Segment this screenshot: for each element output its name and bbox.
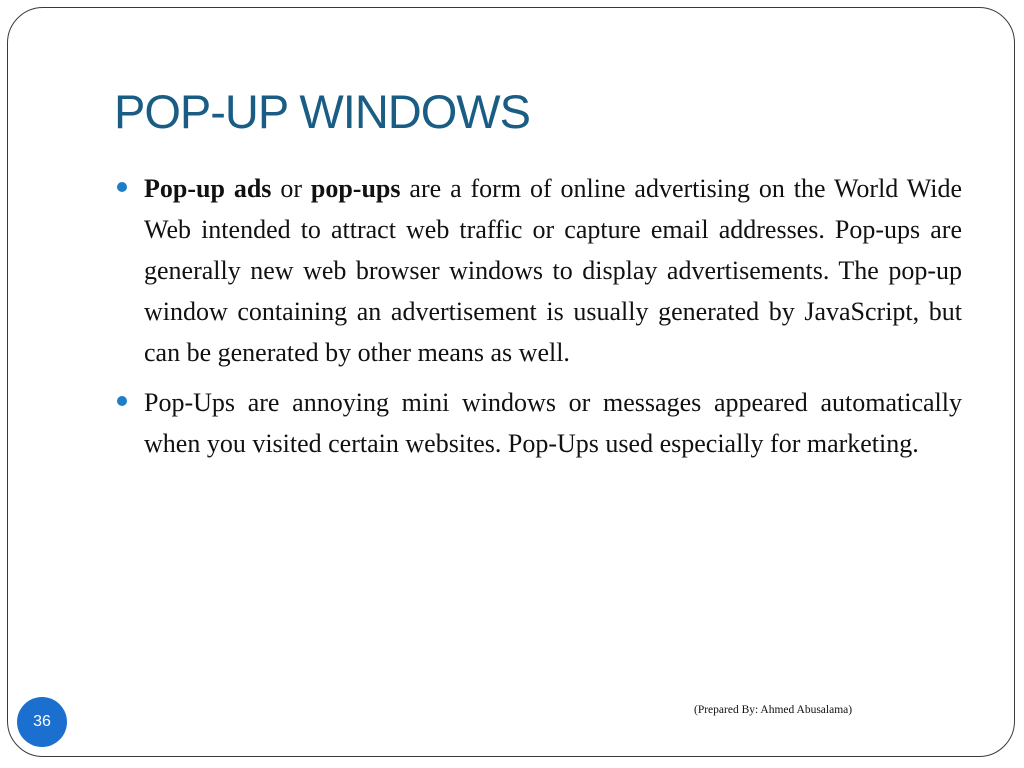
bullet-text: are a form of online advertising on the World Wide Web intended to attract web traffic or capture email addresses. Pop-ups are generally new web browser windows to display advertisements. The pop-up window containing an advertisement is usually generated by JavaScript, but can be generated by other means as well. — [144, 174, 962, 367]
bullet-list — [114, 168, 962, 473]
bullet-text: Pop-Ups are annoying mini windows or messages appeared automatically when you visited certain websites. Pop-Ups used especially for marketing. — [144, 388, 962, 458]
bullet-dot-icon — [117, 182, 127, 192]
bullet-term-popups: pop-ups — [310, 174, 401, 203]
bullet-joiner: or — [271, 174, 311, 203]
slide-title: POP-UP WINDOWS — [114, 85, 530, 138]
footer-credit: (Prepared By: Ahmed Abusalama) — [694, 704, 853, 716]
bullet-dot-icon — [117, 396, 127, 406]
bullet-term-popup-ads: Pop-up ads — [144, 174, 272, 203]
bullet-item — [114, 382, 962, 464]
page-number-badge: 36 — [17, 697, 67, 747]
bullet-item — [114, 168, 962, 373]
